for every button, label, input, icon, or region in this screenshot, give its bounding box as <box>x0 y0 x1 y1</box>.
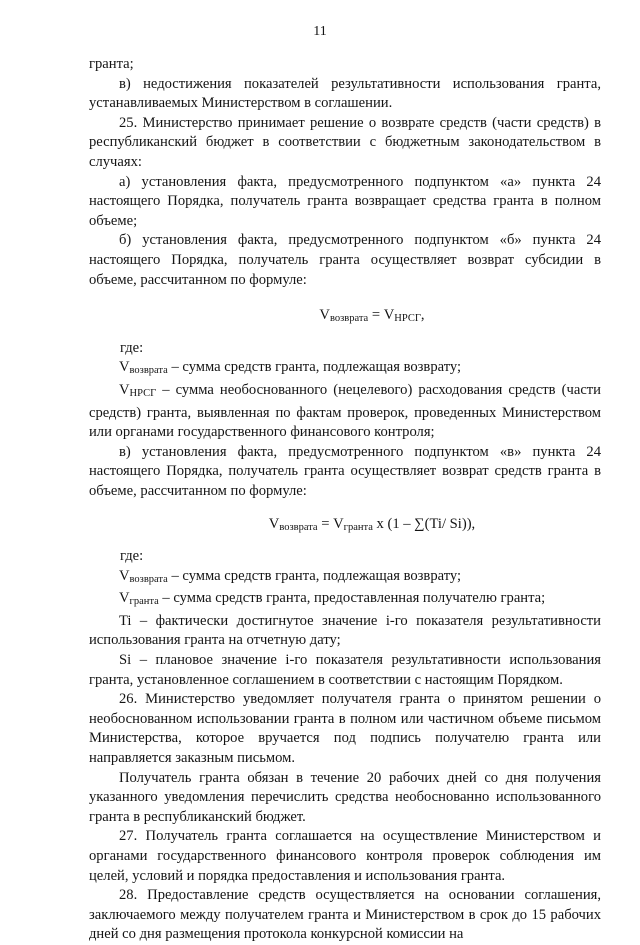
paragraph-26-obligation: Получатель гранта обязан в течение 20 рабочих дней со дня получения указанного уведомления перечислить средства необоснованно использованного гранта в республиканский бюджет. <box>89 769 601 825</box>
paragraph-27: 27. Получатель гранта соглашается на осуществление Министерством и органами государственного финансового контроля проверок соблюдения им целей, условий и порядка предоставления и использования гранта. <box>89 828 601 884</box>
definition-ti: Ti – фактически достигнутое значение i-го показателя результативности использования гранта на отчетную дату; <box>89 612 601 649</box>
where-label-2: где: <box>120 548 144 565</box>
paragraph-25v: в) установления факта, предусмотренного подпунктом «в» пункта 24 настоящего Порядка, получатель гранта осуществляет возврат средств гранта в объеме, рассчитанном по формуле: <box>89 443 601 499</box>
document-body <box>89 55 601 945</box>
paragraph-25a: а) установления факта, предусмотренного подпунктом «а» пункта 24 настоящего Порядка, получатель гранта возвращает средства гранта в полном объеме; <box>89 173 601 229</box>
definition-v-vozvrata-2: Vвозврата – сумма средств гранта, подлежащая возврату; <box>119 567 462 585</box>
paragraph-25: 25. Министерство принимает решение о возврате средств (части средств) в республиканский бюджет в соответствии с бюджетным законодательством в случаях: <box>89 114 601 170</box>
paragraph-26: 26. Министерство уведомляет получателя гранта о принятом решении о необоснованном использовании гранта в полном или частичном объеме письмом Министерства, которое вручается под подпись получателю гранта или направляется заказным письмом. <box>89 691 601 766</box>
page-number: 11 <box>313 24 327 39</box>
paragraph-28: 28. Предоставление средств осуществляется на основании соглашения, заключаемого между получателем гранта и Министерством в срок до 15 рабочих дней со дня размещения протокола конкурсной комиссии на <box>89 887 601 943</box>
paragraph-25b: б) установления факта, предусмотренного подпунктом «б» пункта 24 настоящего Порядка, получатель гранта осуществляет возврат субсидии в объеме, рассчитанном по формуле: <box>89 232 601 288</box>
definition-v-nrsg: VНРСГ – сумма необоснованного (нецелевого) расходования средств (части средств) гранта, выявленная по фактам проверок, проведенных Министерством или органами государственного финансового контроля; <box>89 381 601 441</box>
paragraph-grant-end: гранта; <box>89 56 134 72</box>
definition-v-vozvrata-1: Vвозврата – сумма средств гранта, подлежащая возврату; <box>119 359 462 377</box>
where-label-1: где: <box>120 339 144 356</box>
paragraph-24v: в) недостижения показателей результативности использования гранта, устанавливаемых Министерством в соглашении. <box>89 75 601 112</box>
formula-vozvrata-granta: Vвозврата = Vгранта x (1 – ∑(Ti/ Si)), <box>268 516 476 534</box>
formula-vozvrata-nrsg: Vвозврата = VНРСГ, <box>319 307 425 325</box>
definition-si: Si – плановое значение i-го показателя результативности использования гранта, установленное соглашением в соответствии с настоящим Порядком. <box>89 652 601 688</box>
definition-v-granta: Vгранта – сумма средств гранта, предоставленная получателю гранта; <box>119 590 546 608</box>
